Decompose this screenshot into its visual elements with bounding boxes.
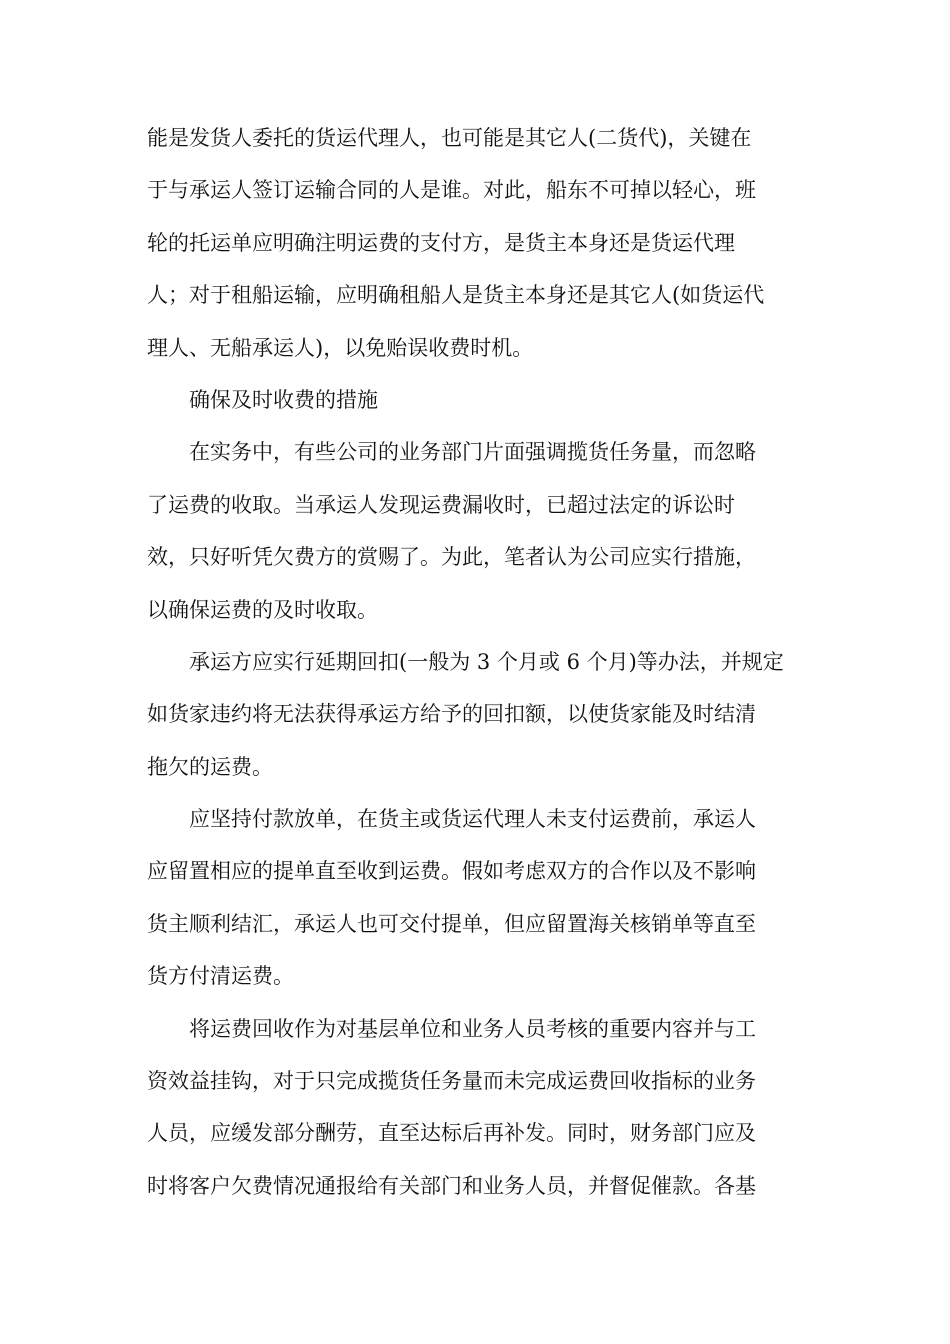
paragraph-line: 货主顺利结汇，承运人也可交付提单，但应留置海关核销单等直至 — [147, 911, 756, 936]
paragraph-line: 资效益挂钩，对于只完成揽货任务量而未完成运费回收指标的业务 — [147, 1069, 756, 1094]
paragraph-line: 时将客户欠费情况通报给有关部门和业务人员，并督促催款。各基 — [147, 1173, 756, 1198]
paragraph-line: 货方付清运费。 — [147, 964, 294, 989]
paragraph-line: 在实务中，有些公司的业务部门片面强调揽货任务量，而忽略 — [189, 440, 756, 465]
paragraph-line: 承运方应实行延期回扣(一般为 3 个月或 6 个月)等办法，并规定 — [189, 649, 784, 674]
paragraph-line: 轮的托运单应明确注明运费的支付方，是货主本身还是货运代理 — [147, 230, 735, 255]
paragraph-line: 效，只好听凭欠费方的赏赐了。为此，笔者认为公司应实行措施， — [147, 545, 756, 570]
paragraph-line: 应留置相应的提单直至收到运费。假如考虑双方的合作以及不影响 — [147, 859, 756, 884]
section-heading: 确保及时收费的措施 — [189, 387, 378, 412]
paragraph-line: 理人、无船承运人)，以免贻误收费时机。 — [147, 335, 534, 360]
document-body — [147, 114, 807, 1214]
paragraph-line: 了运费的收取。当承运人发现运费漏收时，已超过法定的诉讼时 — [147, 492, 735, 517]
paragraph-line: 应坚持付款放单，在货主或货运代理人未支付运费前，承运人 — [189, 807, 756, 832]
paragraph-line: 将运费回收作为对基层单位和业务人员考核的重要内容并与工 — [189, 1016, 756, 1041]
paragraph-line: 于与承运人签订运输合同的人是谁。对此，船东不可掉以轻心，班 — [147, 178, 756, 203]
paragraph-line: 如货家违约将无法获得承运方给予的回扣额，以使货家能及时结清 — [147, 702, 756, 727]
paragraph-line: 拖欠的运费。 — [147, 754, 273, 779]
paragraph-line: 能是发货人委托的货运代理人，也可能是其它人(二货代)，关键在 — [147, 126, 752, 150]
paragraph-line: 以确保运费的及时收取。 — [147, 597, 378, 622]
paragraph-line: 人员，应缓发部分酬劳，直至达标后再补发。同时，财务部门应及 — [147, 1121, 756, 1146]
paragraph-line: 人；对于租船运输，应明确租船人是货主本身还是其它人(如货运代 — [147, 283, 765, 308]
